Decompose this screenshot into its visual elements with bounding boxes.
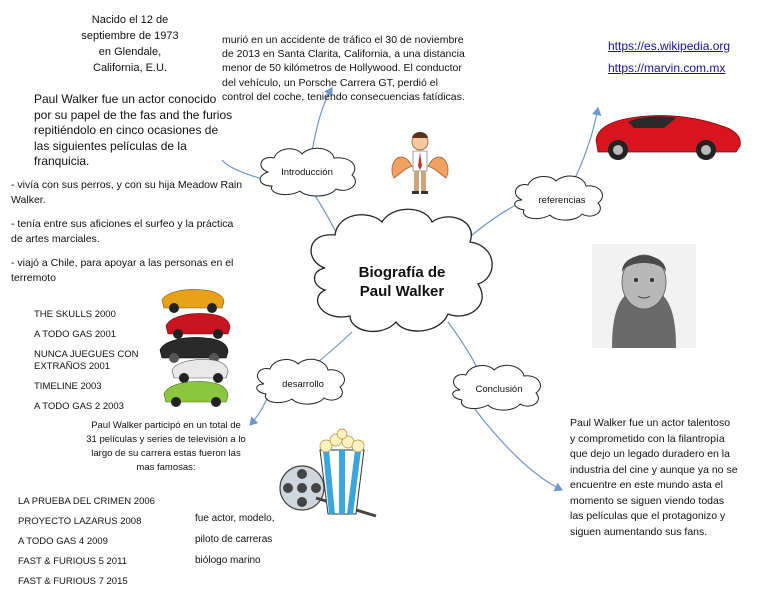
- node-referencias-label: referencias: [538, 195, 586, 206]
- popcorn-film-icon: [280, 429, 376, 516]
- role-item: piloto de carreras: [195, 534, 273, 545]
- film-item: PROYECTO LAZARUS 2008: [18, 516, 142, 527]
- center-title-line2: Paul Walker: [359, 283, 445, 300]
- death-info: murió en un accidente de tráfico el 30 de noviembre de 2013 en Santa Clarita, California, a una distancia menor de 50 kilómetros de Hollywood. El conductor del vehículo, un Porsche Carrera GT, perdió el control del coche, teniendo consecuencias fatídicas.: [222, 34, 465, 103]
- reference-link-wikipedia[interactable]: https://es.wikipedia.org: [608, 39, 731, 53]
- franchise-films-list: [34, 309, 164, 421]
- reference-link-marvin[interactable]: https://marvin.com.mx: [608, 61, 726, 75]
- birth-line: en Glendale,: [98, 46, 162, 58]
- film-item: A TODO GAS 4 2009: [18, 536, 108, 547]
- center-title-line1: Biografía de: [358, 264, 446, 281]
- role-item: biólogo marino: [195, 555, 261, 566]
- role-item: fue actor, modelo,: [195, 513, 275, 524]
- birth-info: [60, 12, 200, 76]
- node-desarrollo-label: desarrollo: [282, 379, 324, 390]
- roles-list: [195, 513, 305, 576]
- node-conclusion-label: Conclusión: [475, 384, 523, 395]
- birth-line: septiembre de 1973: [81, 30, 179, 42]
- red-car-icon: [596, 115, 740, 160]
- cartoon-man-icon: [392, 132, 448, 194]
- film-item: TIMELINE 2003: [34, 381, 102, 392]
- fact-item: - tenía entre sus aficiones el surfeo y la práctica de artes marciales.: [11, 218, 234, 245]
- fact-item: - viajó a Chile, para apoyar a las personas en el terremoto: [11, 257, 234, 284]
- film-item: A TODO GAS 2 2003: [34, 401, 124, 412]
- references-links: [608, 35, 730, 79]
- connector-conclusion-text: [468, 400, 562, 490]
- film-item: FAST & FURIOUS 7 2015: [18, 576, 128, 587]
- facts-list: [11, 178, 246, 295]
- film-item: LA PRUEBA DEL CRIMEN 2006: [18, 496, 155, 507]
- birth-line: Nacido el 12 de: [91, 14, 169, 26]
- film-item: NUNCA JUEGUES CON EXTRAÑOS 2001: [34, 349, 139, 372]
- famous-films-list: [18, 496, 188, 596]
- film-item: THE SKULLS 2000: [34, 309, 116, 320]
- conclusion-text: Paul Walker fue un actor talentoso y comprometido con la filantropía que dejo un legado duradero en la industria del cine y aunque ya no se encuentre en este mundo asta el momento se siguen viendo todas las películas que el protagonizo y siguen aumentando sus fans.: [570, 417, 738, 538]
- connector-center-conclusion: [448, 322, 478, 370]
- node-introduccion-label: Introducción: [281, 167, 333, 178]
- cars-stack-icon: [160, 289, 230, 407]
- desarrollo-text: Paul Walker participó en un total de 31 películas y series de televisión a lo largo de su carrera estas fueron las mas famosas:: [86, 420, 246, 473]
- fact-item: - vivía con sus perros, y con su hija Meadow Rain Walker.: [11, 179, 243, 206]
- connector-center-desarrollo: [318, 332, 352, 362]
- film-item: A TODO GAS 2001: [34, 329, 117, 340]
- paul-walker-portrait: [592, 244, 696, 348]
- intro-text: Paul Walker fue un actor conocido por su papel de the fas and the furios repitiéndolo en cinco ocasiones de las siguientes películas de la franquicia.: [34, 92, 233, 168]
- film-item: FAST & FURIOUS 5 2011: [18, 556, 127, 567]
- birth-line: California, E.U.: [93, 62, 167, 74]
